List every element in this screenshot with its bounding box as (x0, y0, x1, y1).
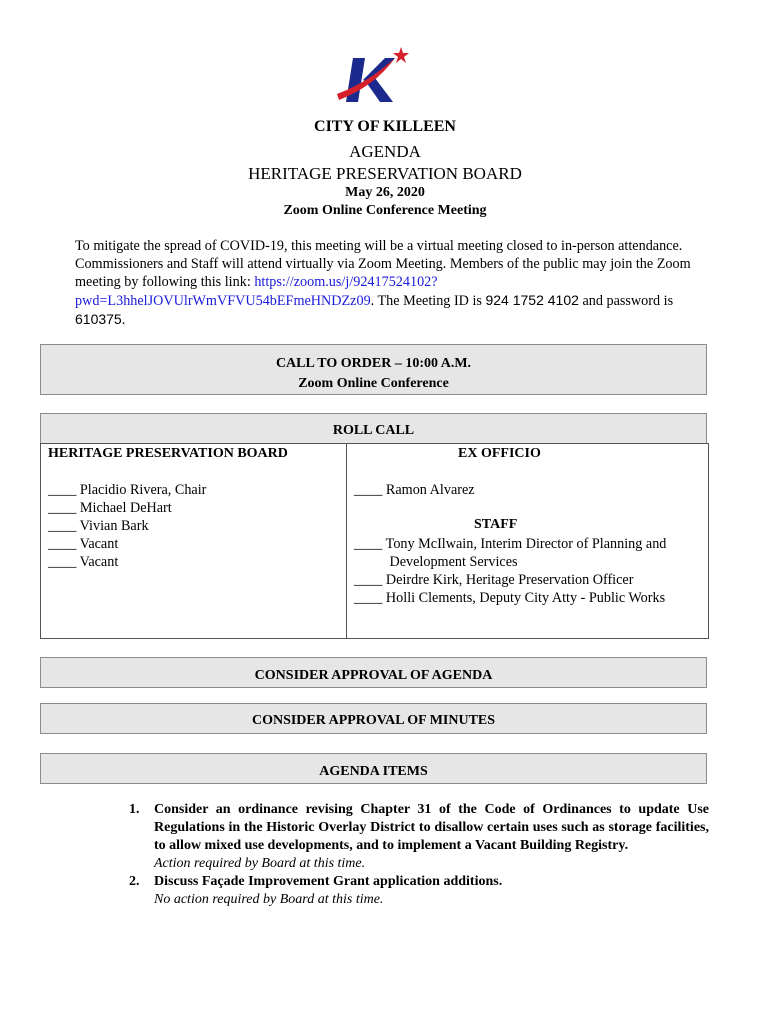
meeting-id: 924 1752 4102 (485, 292, 579, 308)
member-item: ____ Placidio Rivera, Chair (48, 482, 207, 498)
item-number: 1. (129, 802, 140, 817)
list-item (129, 801, 709, 873)
staff-item: Development Services (354, 554, 518, 570)
approve-minutes-box (40, 703, 707, 734)
agenda-title: AGENDA (349, 142, 421, 161)
agenda-items-heading: AGENDA ITEMS (319, 764, 428, 779)
item-note: Action required by Board at this time. (154, 856, 366, 871)
ex-officio-item: ____ Ramon Alvarez (354, 482, 475, 498)
agenda-items-box (40, 753, 707, 784)
member-item: ____ Vivian Bark (48, 518, 149, 534)
intro-text-1: To mitigate the spread of COVID-19, this meeting will be a virtual meeting closed to in-person attendance. Commissioners and Staff will attend virtually via Zoom Meeting. Members of the public may join the Zoom meeting by following this link: (75, 238, 691, 290)
staff-header: STAFF (474, 517, 518, 532)
roll-call-table (40, 443, 709, 639)
item-text: Discuss Façade Improvement Grant application additions. (154, 874, 503, 889)
call-to-order-box (40, 344, 707, 395)
item-text: Consider an ordinance revising Chapter 31 of the Code of Ordinances to update Use Regulations in the Historic Overlay District to disallow certain uses such as storage facilities, to allow mixed use developments, and to implement a Vacant Building Registry. (154, 802, 709, 853)
item-note: No action required by Board at this time. (154, 892, 384, 907)
killeen-k-logo-icon (333, 44, 413, 108)
board-members-header: HERITAGE PRESERVATION BOARD (48, 446, 288, 461)
intro-paragraph (75, 237, 705, 329)
roll-call-divider (346, 444, 347, 638)
staff-item: ____ Deirdre Kirk, Heritage Preservation Officer (354, 572, 634, 588)
board-title: HERITAGE PRESERVATION BOARD (248, 164, 522, 183)
call-to-order-subheading: Zoom Online Conference (298, 376, 449, 391)
call-to-order-heading: CALL TO ORDER – 10:00 A.M. (275, 356, 472, 371)
staff-item: ____ Tony McIlwain, Interim Director of Planning and (354, 536, 667, 552)
intro-text-2: . The Meeting ID is (370, 293, 486, 309)
agenda-items-list (129, 801, 709, 909)
item-number: 2. (129, 874, 140, 889)
member-item: ____ Michael DeHart (48, 500, 172, 516)
city-title: CITY OF KILLEEN (314, 118, 456, 135)
approve-agenda-heading: CONSIDER APPROVAL OF AGENDA (254, 668, 493, 683)
zoom-link[interactable]: https://zoom.us/j/92417524102?pwd=L3hhelJOVUlrWmVFVU54bEFmeHNDZz09 (75, 274, 438, 309)
approve-agenda-box (40, 657, 707, 688)
member-item: ____ Vacant (48, 554, 119, 570)
roll-call-box (40, 413, 707, 444)
approve-minutes-heading: CONSIDER APPROVAL OF MINUTES (251, 713, 496, 728)
roll-call-heading: ROLL CALL (332, 423, 415, 438)
meeting-type: Zoom Online Conference Meeting (283, 203, 487, 218)
list-item (129, 873, 709, 909)
ex-officio-header: EX OFFICIO (458, 446, 541, 461)
staff-item: ____ Holli Clements, Deputy City Atty - Public Works (354, 590, 666, 606)
member-item: ____ Vacant (48, 536, 119, 552)
intro-text-3: and password is (578, 293, 674, 309)
intro-text-4: . (121, 312, 126, 328)
meeting-date: May 26, 2020 (345, 185, 425, 200)
meeting-password: 610375 (75, 311, 122, 327)
